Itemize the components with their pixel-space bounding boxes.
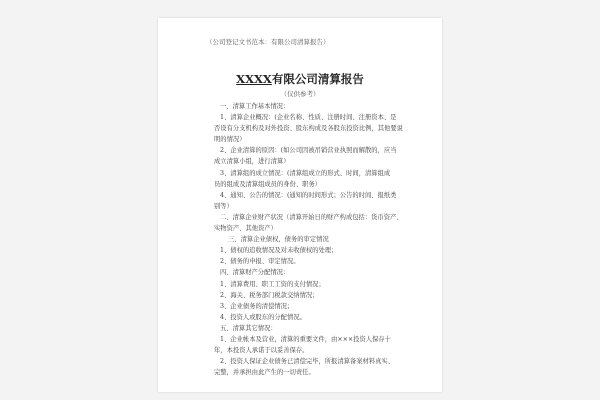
document-line: 年，本投资人承诺于以妥善保存。: [214, 347, 309, 355]
document-body: [214, 101, 404, 378]
document-page: [158, 18, 442, 392]
title-text: 有限公司清算报告: [271, 72, 364, 86]
document-line: 2、债务的申报、审定情况。: [220, 258, 300, 266]
title-placeholder: XXXX: [236, 72, 272, 86]
document-line: 三、清算企业债权，债务的审定情况: [228, 236, 329, 244]
document-line: 2、海关、税务部门税款交纳情况；: [220, 291, 319, 299]
document-line: 3、清算组的成立情况：(清算组成立的形式、时间，清算组成: [220, 169, 391, 177]
document-line: 五、清算其它情况：: [220, 324, 277, 332]
document-line: 成立清算小组，进行清算）: [214, 158, 290, 166]
document-title: [158, 71, 442, 87]
document-line: 员的组成及清算组成员的身份、职务）: [214, 180, 322, 188]
document-line: 2、投资人保证企业债务已清偿完毕，所报清算备案材料真实、: [220, 358, 395, 366]
document-line: 一、清算工作基本情况：: [220, 103, 290, 110]
document-line: 二、清算企业财产状况（清算开始日的财产构成包括：货币资产、: [220, 213, 403, 221]
document-line: 别等）: [214, 202, 233, 210]
document-line: 2、企业清算的原因：(如公司因被吊销营业执照而解散的，应当: [220, 147, 397, 155]
document-line: 4、投资人或股东的分配情况。: [220, 313, 306, 321]
document-line: 四、清算财产分配情况：: [220, 269, 290, 277]
document-line: 实物资产、其他资产）: [214, 225, 277, 233]
document-subtitle: （仅供参考）: [280, 90, 320, 98]
document-line: 1、债权的追收情况及对未收债权的处理；: [220, 247, 338, 255]
document-line: 4、通知、公告的情况：(通知的时间形式；公告的时间、报纸类: [220, 191, 397, 199]
document-line: 1、企业帐本及营业，清算的重要文件，由×××投资人保存十: [220, 335, 391, 343]
document-line: 1、清算费用、职工工资的支付情况；: [220, 280, 325, 288]
document-line: 1、清算企业概况：(企业名称、性质、注册时间、注册资本、是: [220, 114, 397, 122]
document-line: 否设有分支机构及对外投资、股东构成及各股东投资比例，其他要说: [214, 125, 403, 133]
header-note: （公司登记文书范本：有限公司清算报告）: [206, 38, 330, 46]
document-line: 明的情况）: [214, 136, 246, 144]
document-line: 3、企业债务的清偿情况；: [220, 302, 294, 310]
document-line: 完整，并承担由此产生的一切责任。: [214, 369, 315, 377]
